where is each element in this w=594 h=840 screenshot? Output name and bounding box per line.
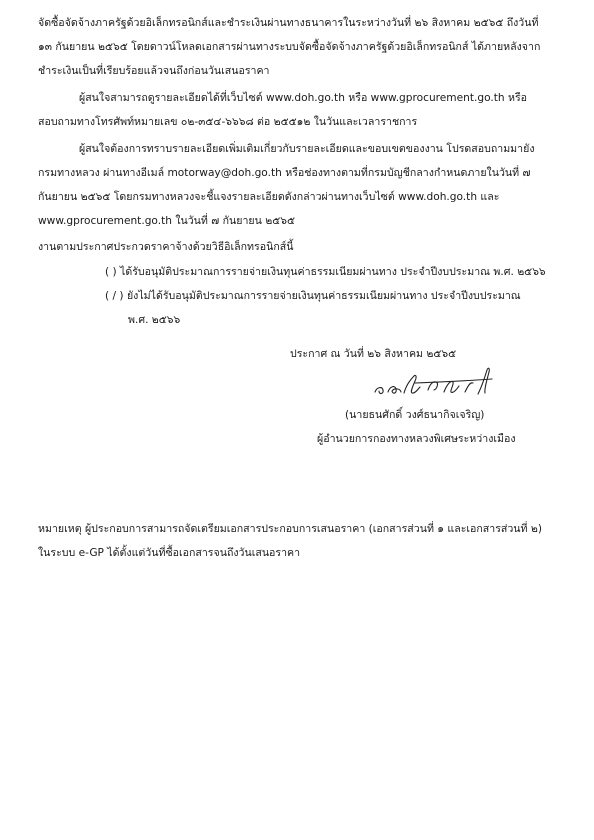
approval-option-approved: ( ) ได้รับอนุมัติประมาณการรายจ่ายเงินทุนค่าธรรมเนียมผ่านทาง ประจำปีงบประมาณ พ.ศ. ๒๕๖๖ <box>105 266 546 278</box>
remark-line: ในระบบ e-GP ได้ตั้งแต่วันที่ซื้อเอกสารจนถึงวันเสนอราคา <box>38 547 301 559</box>
paragraph-line: กันยายน ๒๕๖๕ โดยกรมทางหลวงจะชี้แจงรายละเอียดดังกล่าวผ่านทางเว็บไซต์ www.doh.go.th และ <box>38 191 500 203</box>
paragraph-line: สอบถามทางโทรศัพท์หมายเลข ๐๒-๓๕๔-๖๖๖๘ ต่อ ๒๕๕๑๒ ในวันและเวลาราชการ <box>38 116 418 128</box>
paragraph-line: กรมทางหลวง ผ่านทางอีเมล์ motorway@doh.go.th หรือช่องทางตามที่กรมบัญชีกลางกำหนดภายในวันที่ ๗ <box>38 167 531 179</box>
paragraph-line: งานตามประกาศประกวดราคาจ้างด้วยวิธีอิเล็กทรอนิกส์นี้ <box>38 241 294 253</box>
paragraph-line: ผู้สนใจสามารถดูรายละเอียดได้ที่เว็บไซต์ www.doh.go.th หรือ www.gprocurement.go.th หรือ <box>79 92 528 104</box>
paragraph-line: www.gprocurement.go.th ในวันที่ ๗ กันยายน ๒๕๖๕ <box>38 215 295 227</box>
signer-title: ผู้อำนวยการกองทางหลวงพิเศษระหว่างเมือง <box>317 433 516 445</box>
paragraph-line: ๑๓ กันยายน ๒๕๖๕ โดยดาวน์โหลดเอกสารผ่านทางระบบจัดซื้อจัดจ้างภาครัฐด้วยอิเล็กทรอนิกส์ ได้ภายหลังจาก <box>38 41 541 53</box>
approval-option-pending-cont: พ.ศ. ๒๕๖๖ <box>128 314 181 326</box>
approval-option-pending: ( / ) ยังไม่ได้รับอนุมัติประมาณการรายจ่ายเงินทุนค่าธรรมเนียมผ่านทาง ประจำปีงบประมาณ <box>105 290 521 302</box>
signature <box>370 362 520 402</box>
paragraph-line: จัดซื้อจัดจ้างภาครัฐด้วยอิเล็กทรอนิกส์และชำระเงินผ่านทางธนาคารในระหว่างวันที่ ๒๖ สิงหาคม ๒๕๖๕ ถึงวันที่ <box>38 17 539 29</box>
remark-line: หมายเหตุ ผู้ประกอบการสามารถจัดเตรียมเอกสารประกอบการเสนอราคา (เอกสารส่วนที่ ๑ และเอกสารส่วนที่ ๒) <box>38 523 543 535</box>
signer-name: (นายธนศักดิ์ วงศ์ธนากิจเจริญ) <box>345 409 485 421</box>
paragraph-line: ผู้สนใจต้องการทราบรายละเอียดเพิ่มเติมเกี่ยวกับรายละเอียดและขอบเขตของงาน โปรดสอบถามมายัง <box>79 143 535 155</box>
paragraph-line: ชำระเงินเป็นที่เรียบร้อยแล้วจนถึงก่อนวันเสนอราคา <box>38 65 270 77</box>
announcement-date: ประกาศ ณ วันที่ ๒๖ สิงหาคม ๒๕๖๕ <box>290 348 457 360</box>
